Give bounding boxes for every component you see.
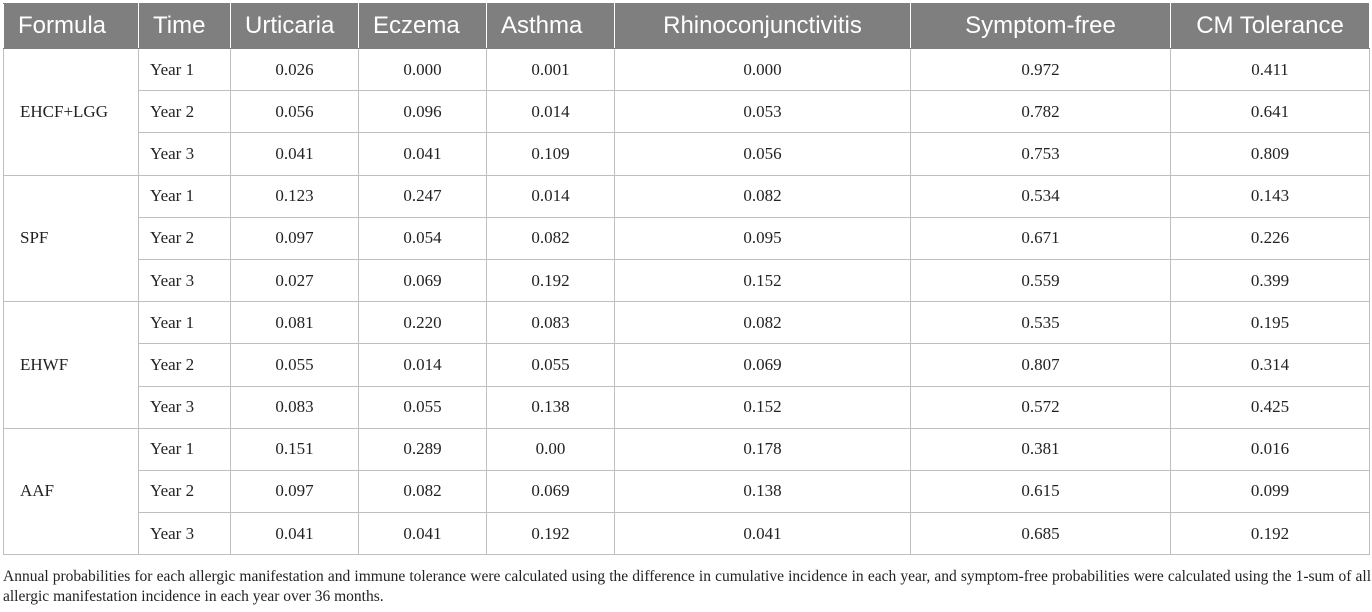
formula-cell: EHCF+LGG	[4, 49, 139, 176]
value-cell: 0.152	[615, 386, 911, 428]
value-cell: 0.082	[359, 470, 487, 512]
value-cell: 0.000	[615, 49, 911, 91]
value-cell: 0.041	[231, 133, 359, 175]
value-cell: 0.178	[615, 428, 911, 470]
table-row	[4, 428, 1370, 470]
value-cell: 0.041	[359, 133, 487, 175]
value-cell: 0.411	[1171, 49, 1370, 91]
value-cell: 0.138	[487, 386, 615, 428]
header-asthma: Asthma	[487, 4, 615, 49]
value-cell: 0.247	[359, 175, 487, 217]
value-cell: 0.095	[615, 217, 911, 259]
table-row	[4, 259, 1370, 301]
value-cell: 0.152	[615, 259, 911, 301]
time-cell: Year 1	[139, 49, 231, 91]
value-cell: 0.220	[359, 302, 487, 344]
value-cell: 0.192	[1171, 513, 1370, 555]
value-cell: 0.123	[231, 175, 359, 217]
value-cell: 0.782	[911, 91, 1171, 133]
value-cell: 0.055	[487, 344, 615, 386]
time-cell: Year 3	[139, 133, 231, 175]
table-row	[4, 302, 1370, 344]
value-cell: 0.041	[359, 513, 487, 555]
value-cell: 0.641	[1171, 91, 1370, 133]
value-cell: 0.972	[911, 49, 1171, 91]
value-cell: 0.00	[487, 428, 615, 470]
time-cell: Year 2	[139, 217, 231, 259]
value-cell: 0.807	[911, 344, 1171, 386]
value-cell: 0.097	[231, 470, 359, 512]
value-cell: 0.014	[359, 344, 487, 386]
value-cell: 0.053	[615, 91, 911, 133]
value-cell: 0.195	[1171, 302, 1370, 344]
value-cell: 0.000	[359, 49, 487, 91]
value-cell: 0.685	[911, 513, 1171, 555]
header-formula: Formula	[4, 4, 139, 49]
value-cell: 0.192	[487, 513, 615, 555]
value-cell: 0.056	[231, 91, 359, 133]
value-cell: 0.381	[911, 428, 1171, 470]
value-cell: 0.041	[231, 513, 359, 555]
value-cell: 0.001	[487, 49, 615, 91]
table-row	[4, 49, 1370, 91]
table-row	[4, 175, 1370, 217]
value-cell: 0.026	[231, 49, 359, 91]
formula-cell: AAF	[4, 428, 139, 555]
header-urticaria: Urticaria	[231, 4, 359, 49]
value-cell: 0.027	[231, 259, 359, 301]
time-cell: Year 1	[139, 175, 231, 217]
table-footnote: Annual probabilities for each allergic manifestation and immune tolerance were calculated using the difference in cumulative incidence in each year, and symptom-free probabilities were calculated using the 1-sum of all allergic manifestation incidence in each year over 36 months.	[3, 568, 1371, 605]
header-row	[4, 4, 1370, 49]
table-row	[4, 513, 1370, 555]
value-cell: 0.016	[1171, 428, 1370, 470]
value-cell: 0.425	[1171, 386, 1370, 428]
value-cell: 0.083	[231, 386, 359, 428]
value-cell: 0.109	[487, 133, 615, 175]
header-cm-tolerance: CM Tolerance	[1171, 4, 1370, 49]
value-cell: 0.399	[1171, 259, 1370, 301]
time-cell: Year 2	[139, 470, 231, 512]
probability-table	[3, 3, 1370, 555]
value-cell: 0.151	[231, 428, 359, 470]
value-cell: 0.055	[359, 386, 487, 428]
time-cell: Year 2	[139, 344, 231, 386]
value-cell: 0.535	[911, 302, 1171, 344]
time-cell: Year 2	[139, 91, 231, 133]
value-cell: 0.226	[1171, 217, 1370, 259]
table-row	[4, 133, 1370, 175]
time-cell: Year 1	[139, 302, 231, 344]
header-eczema: Eczema	[359, 4, 487, 49]
time-cell: Year 3	[139, 386, 231, 428]
value-cell: 0.143	[1171, 175, 1370, 217]
table-row	[4, 386, 1370, 428]
value-cell: 0.809	[1171, 133, 1370, 175]
time-cell: Year 3	[139, 259, 231, 301]
table-row	[4, 344, 1370, 386]
table-row	[4, 91, 1370, 133]
formula-cell: EHWF	[4, 302, 139, 429]
value-cell: 0.014	[487, 91, 615, 133]
value-cell: 0.671	[911, 217, 1171, 259]
table-row	[4, 217, 1370, 259]
value-cell: 0.138	[615, 470, 911, 512]
header-rhinoconjunctivitis: Rhinoconjunctivitis	[615, 4, 911, 49]
value-cell: 0.069	[487, 470, 615, 512]
value-cell: 0.096	[359, 91, 487, 133]
value-cell: 0.054	[359, 217, 487, 259]
value-cell: 0.314	[1171, 344, 1370, 386]
value-cell: 0.099	[1171, 470, 1370, 512]
value-cell: 0.572	[911, 386, 1171, 428]
value-cell: 0.041	[615, 513, 911, 555]
value-cell: 0.192	[487, 259, 615, 301]
value-cell: 0.534	[911, 175, 1171, 217]
value-cell: 0.014	[487, 175, 615, 217]
value-cell: 0.083	[487, 302, 615, 344]
value-cell: 0.615	[911, 470, 1171, 512]
value-cell: 0.055	[231, 344, 359, 386]
value-cell: 0.559	[911, 259, 1171, 301]
value-cell: 0.082	[487, 217, 615, 259]
value-cell: 0.056	[615, 133, 911, 175]
value-cell: 0.082	[615, 302, 911, 344]
value-cell: 0.081	[231, 302, 359, 344]
value-cell: 0.082	[615, 175, 911, 217]
value-cell: 0.097	[231, 217, 359, 259]
header-time: Time	[139, 4, 231, 49]
value-cell: 0.753	[911, 133, 1171, 175]
time-cell: Year 3	[139, 513, 231, 555]
value-cell: 0.069	[359, 259, 487, 301]
value-cell: 0.289	[359, 428, 487, 470]
table-row	[4, 470, 1370, 512]
formula-cell: SPF	[4, 175, 139, 302]
value-cell: 0.069	[615, 344, 911, 386]
time-cell: Year 1	[139, 428, 231, 470]
header-symptom-free: Symptom-free	[911, 4, 1171, 49]
